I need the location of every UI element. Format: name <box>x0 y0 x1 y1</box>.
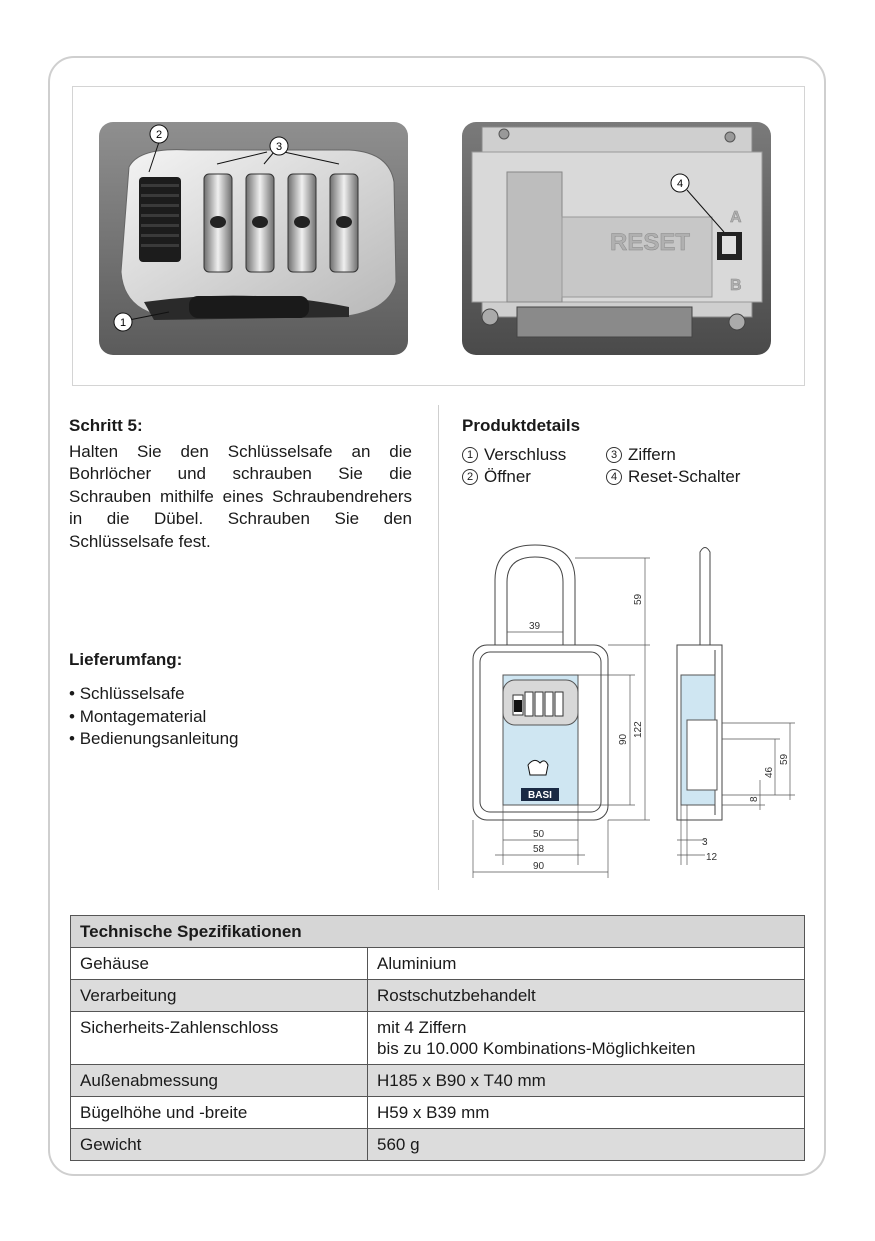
legend-item <box>462 467 531 487</box>
spec-label: Gehäuse <box>71 948 368 980</box>
spec-value: Aluminium <box>368 948 805 980</box>
legend-number: 1 <box>462 447 478 463</box>
callout-1: 1 <box>119 317 127 329</box>
spec-value-line: bis zu 10.000 Kombinations-Möglichkeiten <box>377 1039 696 1058</box>
dim-width-inner: 50 <box>533 829 545 840</box>
legend-label: Reset-Schalter <box>628 467 741 486</box>
table-title: Technische Spezifikationen <box>71 916 805 948</box>
spec-value-line: mit 4 Ziffern <box>377 1018 467 1037</box>
table-row <box>71 980 805 1012</box>
scope-item: • Schlüsselsafe <box>69 683 239 706</box>
position-a-label: A <box>730 209 742 226</box>
spec-label: Bügelhöhe und -breite <box>71 1097 368 1129</box>
callout-4: 4 <box>676 178 684 190</box>
spec-label: Gewicht <box>71 1129 368 1161</box>
dim-shackle-width: 39 <box>529 621 541 632</box>
specifications-table <box>70 915 805 1161</box>
legend-label: Ziffern <box>628 445 676 464</box>
legend-item <box>606 467 740 487</box>
table-row <box>71 1065 805 1097</box>
scope-item: • Bedienungsanleitung <box>69 728 239 751</box>
spec-value: Rostschutzbehandelt <box>368 980 805 1012</box>
dim-side-46: 46 <box>764 766 775 778</box>
spec-value <box>368 1012 805 1065</box>
position-b-label: B <box>730 277 742 294</box>
details-heading: Produktdetails <box>462 416 581 435</box>
callout-3: 3 <box>275 141 283 153</box>
scope-heading: Lieferumfang: <box>69 650 183 669</box>
table-row <box>71 1129 805 1161</box>
scope-list <box>69 683 239 751</box>
column-divider <box>438 405 439 890</box>
spec-value: H59 x B39 mm <box>368 1097 805 1129</box>
legend-number: 4 <box>606 469 622 485</box>
dim-shackle-height: 59 <box>633 593 644 605</box>
callout-2: 2 <box>155 129 163 141</box>
legend-item <box>606 445 676 465</box>
brand-label: BASI <box>528 790 552 801</box>
dim-side-59: 59 <box>779 753 790 765</box>
reset-label: RESET <box>610 229 691 256</box>
legend-item <box>462 445 566 465</box>
step-text: Halten Sie den Schlüsselsafe an die Bohrlöcher und schrauben Sie die Schrauben mithilfe eines Schraubendrehers in die Dübel. Schrauben Sie den Schlüsselsafe fest. <box>69 442 412 551</box>
dim-width-total: 90 <box>533 861 545 872</box>
dim-body-height: 122 <box>633 721 644 738</box>
legend-number: 2 <box>462 469 478 485</box>
spec-label: Verarbeitung <box>71 980 368 1012</box>
scope-item: • Montagematerial <box>69 706 239 729</box>
dim-side-12: 12 <box>706 852 718 863</box>
legend-label: Öffner <box>484 467 531 486</box>
table-row <box>71 948 805 980</box>
reset-switch-photo <box>462 122 771 355</box>
table-row <box>71 1097 805 1129</box>
spec-value: 560 g <box>368 1129 805 1161</box>
spec-value: H185 x B90 x T40 mm <box>368 1065 805 1097</box>
combination-lock-photo <box>99 122 408 355</box>
legend-label: Verschluss <box>484 445 567 464</box>
spec-label: Außenabmessung <box>71 1065 368 1097</box>
step-heading: Schritt 5: <box>69 416 143 435</box>
dim-width-mid: 58 <box>533 844 545 855</box>
table-row <box>71 1012 805 1065</box>
dim-side-8: 8 <box>749 796 760 802</box>
technical-drawing <box>465 540 825 885</box>
spec-label: Sicherheits-Zahlenschloss <box>71 1012 368 1065</box>
legend-number: 3 <box>606 447 622 463</box>
dim-inner-height: 90 <box>618 733 629 745</box>
dim-side-3: 3 <box>702 837 708 848</box>
